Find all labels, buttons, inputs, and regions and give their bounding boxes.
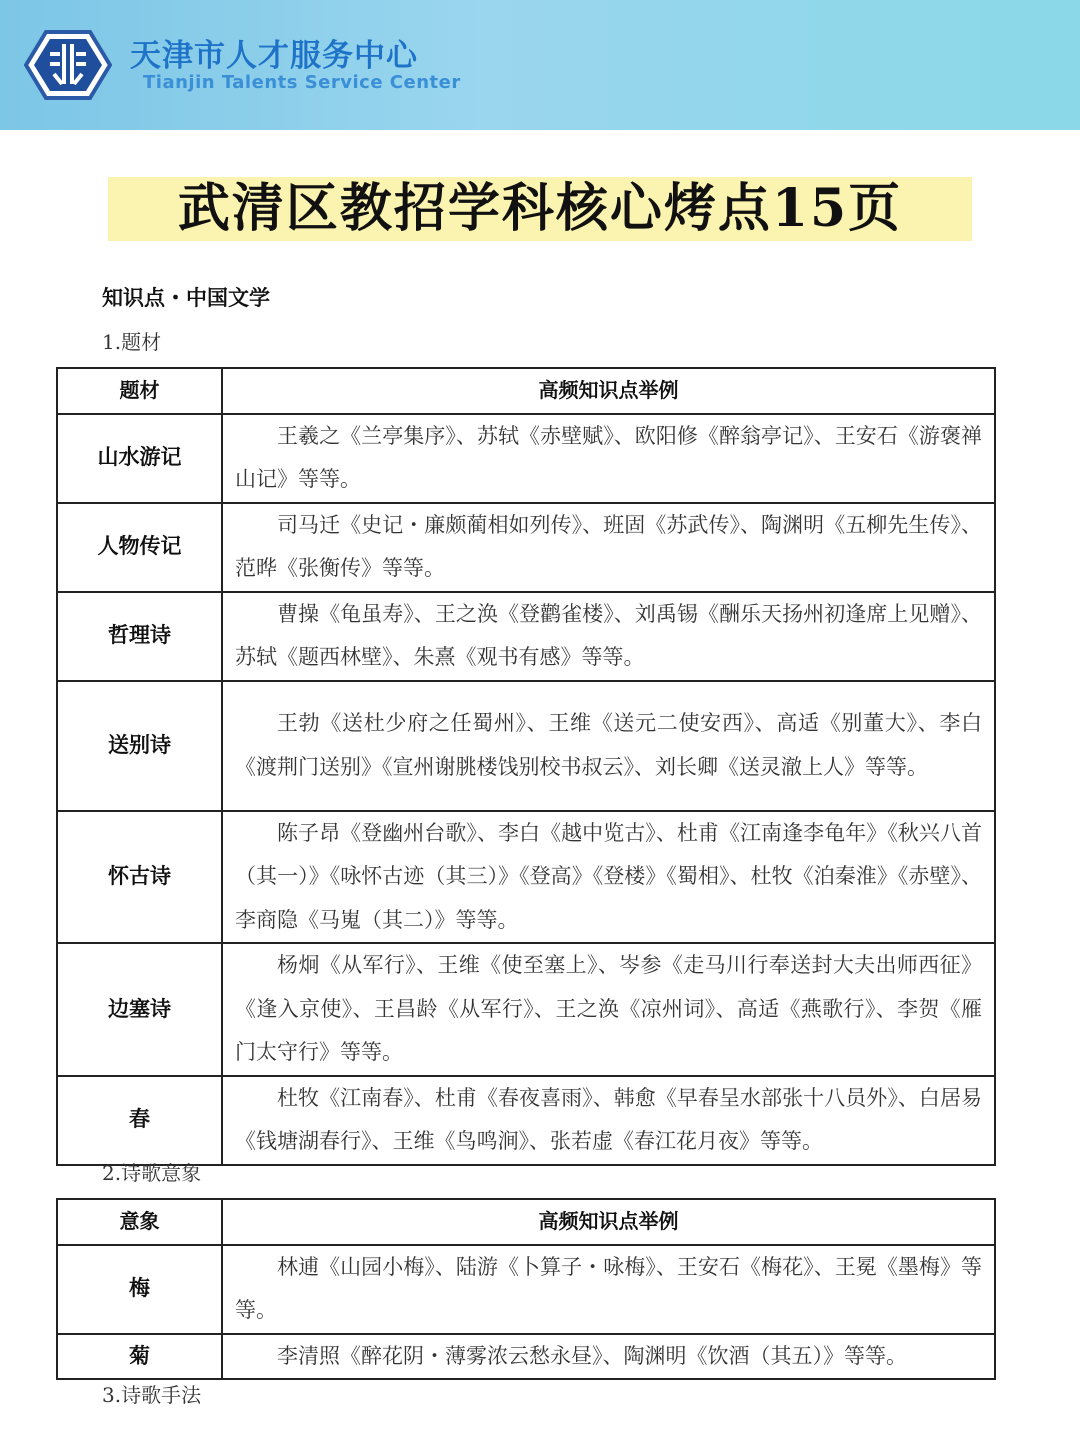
table-row: [57, 943, 995, 1076]
column-header: 意象: [57, 1199, 222, 1245]
table-row: [57, 592, 995, 681]
table-row: [57, 503, 995, 592]
section-heading: 知识点・中国文学: [102, 286, 270, 310]
tianjin-talents-logo-icon: [24, 28, 112, 102]
table-row: [57, 414, 995, 503]
row-examples: 王羲之《兰亭集序》、苏轼《赤壁赋》、欧阳修《醉翁亭记》、王安石《游褒禅山记》等等。: [222, 414, 995, 503]
table-header-row: [57, 368, 995, 414]
org-name-cn: 天津市人才服务中心: [130, 38, 418, 74]
column-header: 高频知识点举例: [222, 1199, 995, 1245]
table-header-row: [57, 1199, 995, 1245]
subsection-2-label: 2.诗歌意象: [102, 1161, 202, 1185]
row-examples: 李清照《醉花阴・薄雾浓云愁永昼》、陶渊明《饮酒（其五）》等等。: [222, 1334, 995, 1380]
row-category: 山水游记: [57, 414, 222, 503]
table-row: [57, 681, 995, 811]
row-examples: 杜牧《江南春》、杜甫《春夜喜雨》、韩愈《早春呈水部张十八员外》、白居易《钱塘湖春行》、王维《鸟鸣涧》、张若虚《春江花月夜》等等。: [222, 1076, 995, 1165]
row-category: 哲理诗: [57, 592, 222, 681]
org-name-en: Tianjin Talents Service Center: [143, 72, 461, 93]
row-category: 菊: [57, 1334, 222, 1380]
row-examples: 曹操《龟虽寿》、王之涣《登鹳雀楼》、刘禹锡《酬乐天扬州初逢席上见赠》、苏轼《题西林壁》、朱熹《观书有感》等等。: [222, 592, 995, 681]
row-category: 人物传记: [57, 503, 222, 592]
subsection-1-label: 1.题材: [102, 330, 162, 354]
row-category: 边塞诗: [57, 943, 222, 1076]
table-row: [57, 1076, 995, 1165]
row-examples: 司马迁《史记・廉颇蔺相如列传》、班固《苏武传》、陶渊明《五柳先生传》、范晔《张衡传》等等。: [222, 503, 995, 592]
imagery-table: [56, 1198, 996, 1380]
page-title: 武清区教招学科核心烤点15页: [177, 178, 903, 239]
header-banner: [0, 0, 1080, 130]
column-header: 题材: [57, 368, 222, 414]
column-header: 高频知识点举例: [222, 368, 995, 414]
genre-table: [56, 367, 996, 1166]
row-examples: 林逋《山园小梅》、陆游《卜算子・咏梅》、王安石《梅花》、王冕《墨梅》等等。: [222, 1245, 995, 1334]
row-examples: 陈子昂《登幽州台歌》、李白《越中览古》、杜甫《江南逢李龟年》《秋兴八首（其一）》《咏怀古迹（其三）》《登高》《登楼》《蜀相》、杜牧《泊秦淮》《赤壁》、李商隐《马嵬（其二）》等等。: [222, 811, 995, 944]
table-row: [57, 811, 995, 944]
table-row: [57, 1245, 995, 1334]
row-category: 梅: [57, 1245, 222, 1334]
row-category: 怀古诗: [57, 811, 222, 944]
row-examples: 王勃《送杜少府之任蜀州》、王维《送元二使安西》、高适《别董大》、李白《渡荆门送别》《宣州谢朓楼饯别校书叔云》、刘长卿《送灵澈上人》等等。: [222, 681, 995, 811]
row-category: 春: [57, 1076, 222, 1165]
table-row: [57, 1334, 995, 1380]
subsection-3-label: 3.诗歌手法: [102, 1383, 202, 1407]
row-examples: 杨炯《从军行》、王维《使至塞上》、岑参《走马川行奉送封大夫出师西征》《逢入京使》、王昌龄《从军行》、王之涣《凉州词》、高适《燕歌行》、李贺《雁门太守行》等等。: [222, 943, 995, 1076]
row-category: 送别诗: [57, 681, 222, 811]
